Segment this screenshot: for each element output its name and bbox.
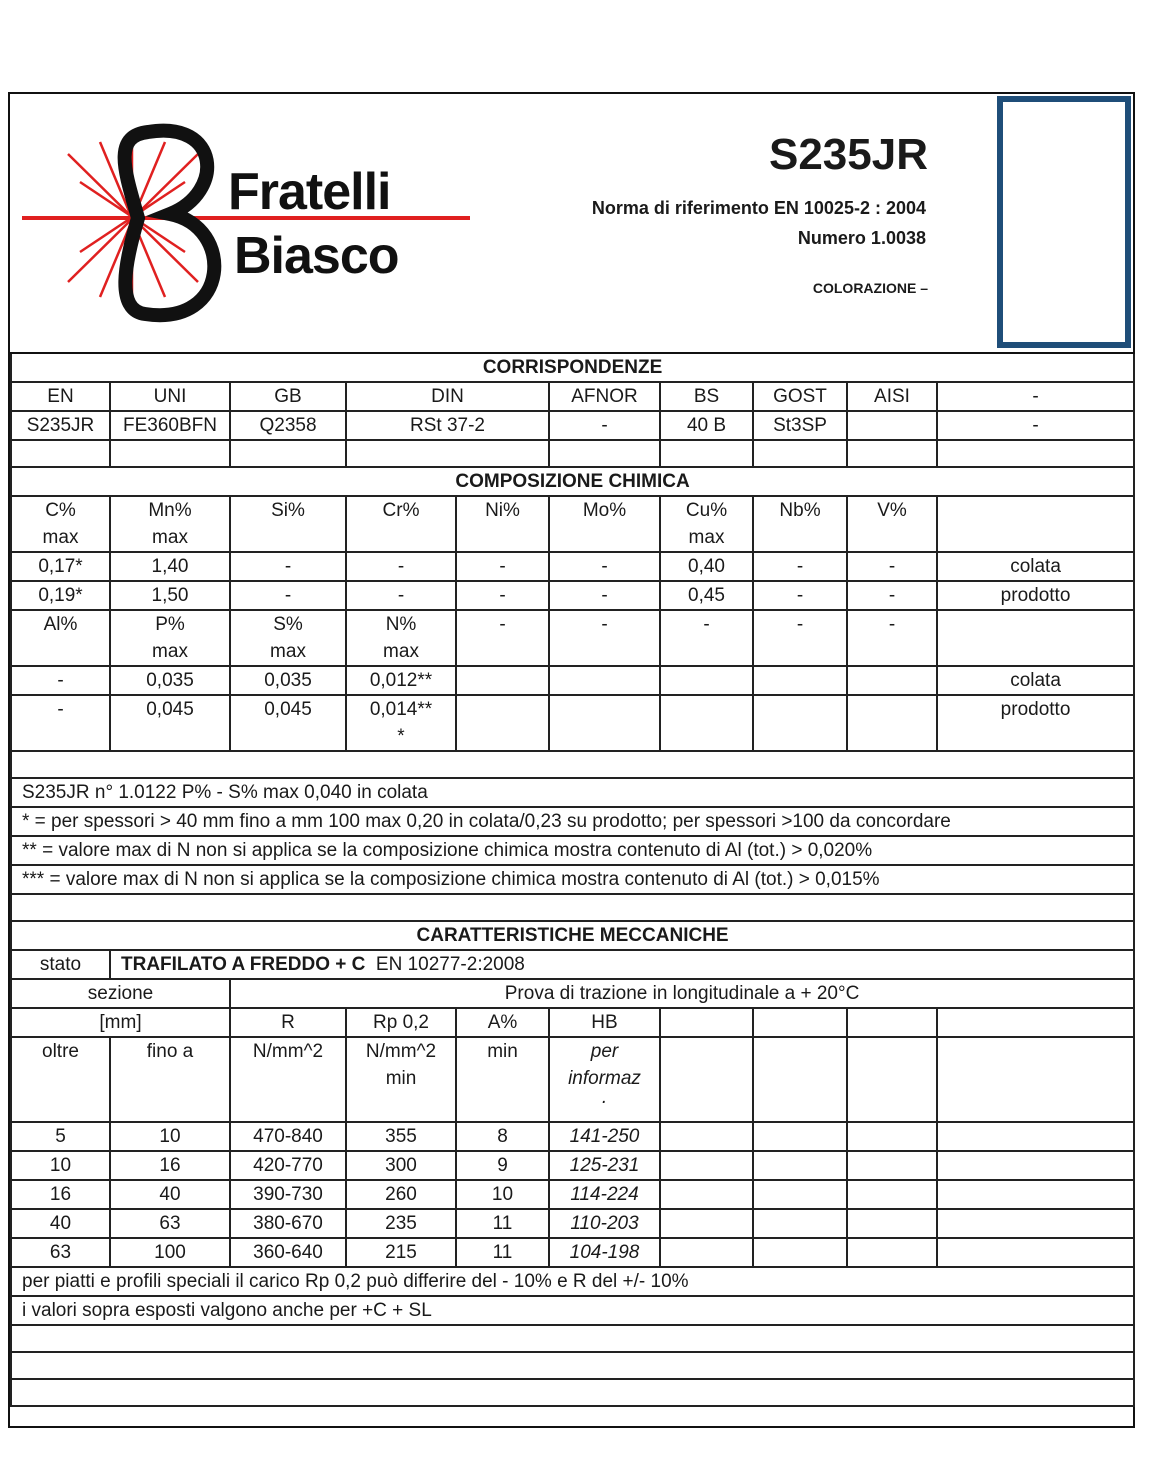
table-cell: -	[456, 552, 549, 581]
mm-label: [mm]	[11, 1008, 230, 1037]
table-row	[11, 581, 1134, 610]
table-row-empty	[11, 1379, 1134, 1406]
table-cell: -	[11, 695, 110, 751]
table-row	[11, 1122, 1134, 1151]
table-row-empty	[11, 1325, 1134, 1352]
table-cell: -	[660, 610, 753, 666]
table-cell	[937, 610, 1134, 666]
table-row	[11, 950, 1134, 979]
stato-value: TRAFILATO A FREDDO + C EN 10277-2:2008	[110, 950, 1134, 979]
datasheet-table	[10, 354, 1135, 1407]
table-cell: 11	[456, 1238, 549, 1267]
table-cell: S% max	[230, 610, 346, 666]
table-cell: -	[11, 666, 110, 695]
table-cell: Rp 0,2	[346, 1008, 456, 1037]
table-cell: -	[847, 581, 937, 610]
table-cell	[847, 411, 937, 440]
table-cell: 100	[110, 1238, 230, 1267]
table-cell: N/mm^2	[230, 1037, 346, 1122]
note-row	[11, 807, 1134, 836]
table-row	[11, 979, 1134, 1008]
table-cell: -	[456, 610, 549, 666]
table-cell	[937, 496, 1134, 552]
table-cell: colata	[937, 666, 1134, 695]
brand-name-line1: Fratelli	[228, 163, 391, 221]
table-cell: 380-670	[230, 1209, 346, 1238]
table-cell: 5	[11, 1122, 110, 1151]
prova-label: Prova di trazione in longitudinale a + 20°C	[230, 979, 1134, 1008]
header	[10, 94, 1133, 354]
table-cell: 1,50	[110, 581, 230, 610]
table-cell: 63	[11, 1238, 110, 1267]
table-cell: -	[549, 411, 660, 440]
brand-name-line2: Biasco	[234, 227, 399, 285]
table-cell: Al%	[11, 610, 110, 666]
table-cell: 16	[11, 1180, 110, 1209]
table-cell: AFNOR	[549, 382, 660, 411]
table-cell: 0,014** *	[346, 695, 456, 751]
table-cell: 215	[346, 1238, 456, 1267]
table-cell: -	[753, 552, 847, 581]
footer-note-row	[11, 1267, 1134, 1296]
table-cell: Si%	[230, 496, 346, 552]
table-cell: FE360BFN	[110, 411, 230, 440]
table-cell: 235	[346, 1209, 456, 1238]
table-cell: -	[549, 610, 660, 666]
color-swatch-box	[997, 96, 1131, 348]
table-cell: Ni%	[456, 496, 549, 552]
table-row	[11, 411, 1134, 440]
table-cell: -	[937, 382, 1134, 411]
table-cell: GB	[230, 382, 346, 411]
table-cell: 470-840	[230, 1122, 346, 1151]
table-cell: Mn% max	[110, 496, 230, 552]
table-cell: 125-231	[549, 1151, 660, 1180]
table-cell: prodotto	[937, 581, 1134, 610]
table-cell: EN	[11, 382, 110, 411]
table-row-empty	[11, 894, 1134, 921]
table-cell: prodotto	[937, 695, 1134, 751]
table-cell: 355	[346, 1122, 456, 1151]
table-cell: fino a	[110, 1037, 230, 1122]
table-cell: 0,45	[660, 581, 753, 610]
table-cell: S235JR	[11, 411, 110, 440]
table-row	[11, 1008, 1134, 1037]
table-cell: -	[456, 581, 549, 610]
table-cell: Cr%	[346, 496, 456, 552]
table-cell: UNI	[110, 382, 230, 411]
table-cell: 300	[346, 1151, 456, 1180]
section-composizione	[11, 467, 1134, 496]
table-cell: 40 B	[660, 411, 753, 440]
norm-reference: Norma di riferimento EN 10025-2 : 2004	[591, 198, 926, 218]
footer-note: i valori sopra esposti valgono anche per +C + SL	[11, 1296, 1134, 1325]
table-cell: min	[456, 1037, 549, 1122]
table-cell: 40	[11, 1209, 110, 1238]
table-cell: R	[230, 1008, 346, 1037]
table-cell: 10	[456, 1180, 549, 1209]
table-cell: RSt 37-2	[346, 411, 549, 440]
table-cell: Q2358	[230, 411, 346, 440]
table-row-empty	[11, 1352, 1134, 1379]
table-cell: C% max	[11, 496, 110, 552]
table-row-empty	[11, 751, 1134, 778]
table-cell: A%	[456, 1008, 549, 1037]
material-number: Numero 1.0038	[797, 228, 926, 248]
table-cell: per informaz .	[549, 1037, 660, 1122]
table-cell: 10	[11, 1151, 110, 1180]
section-title: CARATTERISTICHE MECCANICHE	[11, 921, 1134, 950]
section-meccaniche	[11, 921, 1134, 950]
table-cell: DIN	[346, 382, 549, 411]
footer-note-row	[11, 1296, 1134, 1325]
table-cell: -	[549, 581, 660, 610]
table-cell: 0,035	[110, 666, 230, 695]
table-row	[11, 666, 1134, 695]
table-cell: N/mm^2 min	[346, 1037, 456, 1122]
table-cell: 0,035	[230, 666, 346, 695]
table-cell: Nb%	[753, 496, 847, 552]
steel-grade-title: S235JR	[768, 130, 928, 179]
table-cell: 104-198	[549, 1238, 660, 1267]
table-row	[11, 695, 1134, 751]
table-cell: 420-770	[230, 1151, 346, 1180]
table-row	[11, 382, 1134, 411]
table-row	[11, 496, 1134, 552]
table-cell: 110-203	[549, 1209, 660, 1238]
table-cell: 10	[110, 1122, 230, 1151]
logo-b-shape	[125, 131, 215, 316]
table-cell: 63	[110, 1209, 230, 1238]
section-title: CORRISPONDENZE	[11, 354, 1134, 382]
table-cell: 0,17*	[11, 552, 110, 581]
table-row	[11, 1180, 1134, 1209]
table-cell: 9	[456, 1151, 549, 1180]
table-cell: -	[847, 552, 937, 581]
table-cell: 40	[110, 1180, 230, 1209]
note-text: *** = valore max di N non si applica se la composizione chimica mostra contenuto di Al (tot.) > 0,015%	[11, 865, 1134, 894]
table-cell: -	[753, 581, 847, 610]
datasheet	[8, 92, 1135, 1428]
table-row	[11, 1037, 1134, 1122]
table-cell: 260	[346, 1180, 456, 1209]
table-cell: N% max	[346, 610, 456, 666]
table-cell: Mo%	[549, 496, 660, 552]
table-cell: -	[937, 411, 1134, 440]
note-row	[11, 865, 1134, 894]
table-cell: -	[549, 552, 660, 581]
table-row-empty	[11, 440, 1134, 467]
table-cell: -	[230, 581, 346, 610]
table-cell: Cu% max	[660, 496, 753, 552]
footer-note: per piatti e profili speciali il carico Rp 0,2 può differire del - 10% e R del +/- 10%	[11, 1267, 1134, 1296]
table-row	[11, 610, 1134, 666]
section-corrispondenze	[11, 354, 1134, 382]
note-row	[11, 836, 1134, 865]
table-cell: -	[847, 610, 937, 666]
table-cell: 0,045	[230, 695, 346, 751]
note-text: ** = valore max di N non si applica se la composizione chimica mostra contenuto di Al (tot.) > 0,020%	[11, 836, 1134, 865]
table-cell: P% max	[110, 610, 230, 666]
table-cell: 0,40	[660, 552, 753, 581]
table-cell: St3SP	[753, 411, 847, 440]
table-cell: 8	[456, 1122, 549, 1151]
table-cell: 0,012**	[346, 666, 456, 695]
table-cell: -	[753, 610, 847, 666]
table-cell: 360-640	[230, 1238, 346, 1267]
table-row	[11, 1151, 1134, 1180]
sezione-label: sezione	[11, 979, 230, 1008]
table-row	[11, 552, 1134, 581]
table-cell: GOST	[753, 382, 847, 411]
table-cell: 0,19*	[11, 581, 110, 610]
table-cell: colata	[937, 552, 1134, 581]
table-cell: 114-224	[549, 1180, 660, 1209]
table-row	[11, 1209, 1134, 1238]
table-cell: -	[230, 552, 346, 581]
table-cell: AISI	[847, 382, 937, 411]
table-cell: HB	[549, 1008, 660, 1037]
table-row	[11, 1238, 1134, 1267]
table-cell: BS	[660, 382, 753, 411]
note-text: * = per spessori > 40 mm fino a mm 100 max 0,20 in colata/0,23 su prodotto; per spessori >100 da concordare	[11, 807, 1134, 836]
coloration-label: COLORAZIONE –	[812, 280, 928, 296]
table-cell: -	[346, 581, 456, 610]
table-cell: 1,40	[110, 552, 230, 581]
table-cell: 11	[456, 1209, 549, 1238]
note-text: S235JR n° 1.0122 P% - S% max 0,040 in colata	[11, 778, 1134, 807]
table-cell: V%	[847, 496, 937, 552]
table-cell: 141-250	[549, 1122, 660, 1151]
table-cell: 16	[110, 1151, 230, 1180]
note-row	[11, 778, 1134, 807]
stato-label: stato	[11, 950, 110, 979]
table-cell: oltre	[11, 1037, 110, 1122]
table-cell: -	[346, 552, 456, 581]
table-cell: 390-730	[230, 1180, 346, 1209]
section-title: COMPOSIZIONE CHIMICA	[11, 467, 1134, 496]
table-cell: 0,045	[110, 695, 230, 751]
